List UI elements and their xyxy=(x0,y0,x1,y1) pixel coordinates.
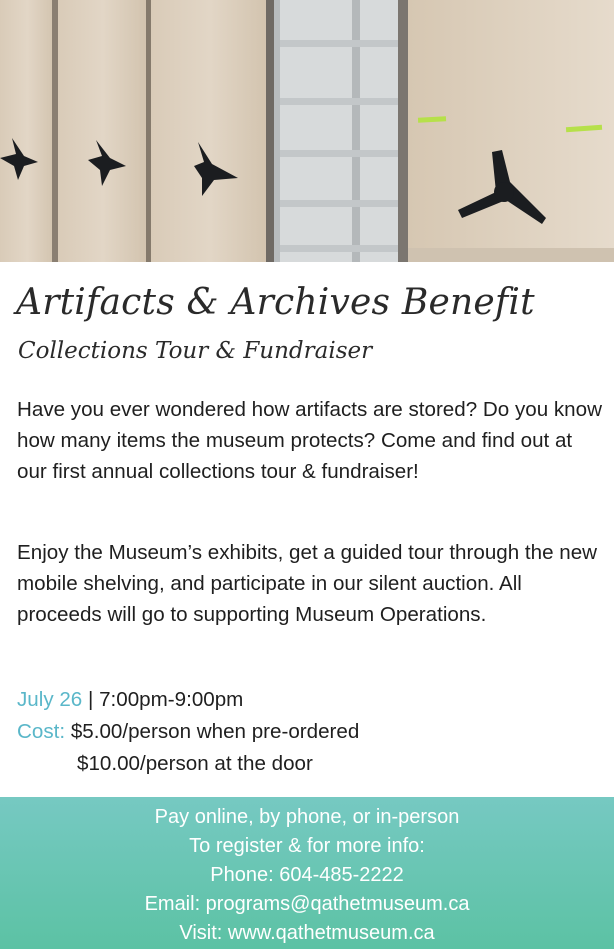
event-date: July 26 xyxy=(17,688,83,711)
cost-row xyxy=(17,716,602,748)
cost-door-row xyxy=(17,748,602,780)
hero-photo xyxy=(0,0,614,262)
date-row xyxy=(17,684,602,716)
page-subtitle: Collections Tour & Fundraiser xyxy=(18,338,373,364)
phone-line: Phone: 604-485-2222 xyxy=(210,864,404,886)
cost-label: Cost: xyxy=(17,720,66,743)
event-details xyxy=(17,684,602,780)
description-paragraph: Enjoy the Museum’s exhibits, get a guided tour through the new mobile shelving, and participate in our silent auction. All proceeds will go to supporting Museum Operations. xyxy=(17,541,598,626)
cost-door: $10.00/person at the door xyxy=(77,752,313,775)
shelving-illustration xyxy=(0,0,614,262)
page-title: Artifacts & Archives Benefit xyxy=(16,282,535,323)
contact-footer xyxy=(0,797,614,949)
email-line: Email: programs@qathetmuseum.ca xyxy=(144,893,470,915)
cost-preorder: $5.00/person when pre-ordered xyxy=(70,720,360,743)
intro-paragraph: Have you ever wondered how artifacts are stored? Do you know how many items the museum protects? Come and find out at our first annual collections tour & fundraiser! xyxy=(17,398,602,483)
website-line: Visit: www.qathetmuseum.ca xyxy=(179,922,435,944)
date-separator: | xyxy=(88,688,94,711)
payment-line: Pay online, by phone, or in-person xyxy=(154,806,460,828)
event-time: 7:00pm-9:00pm xyxy=(99,688,244,711)
register-line: To register & for more info: xyxy=(189,835,425,857)
